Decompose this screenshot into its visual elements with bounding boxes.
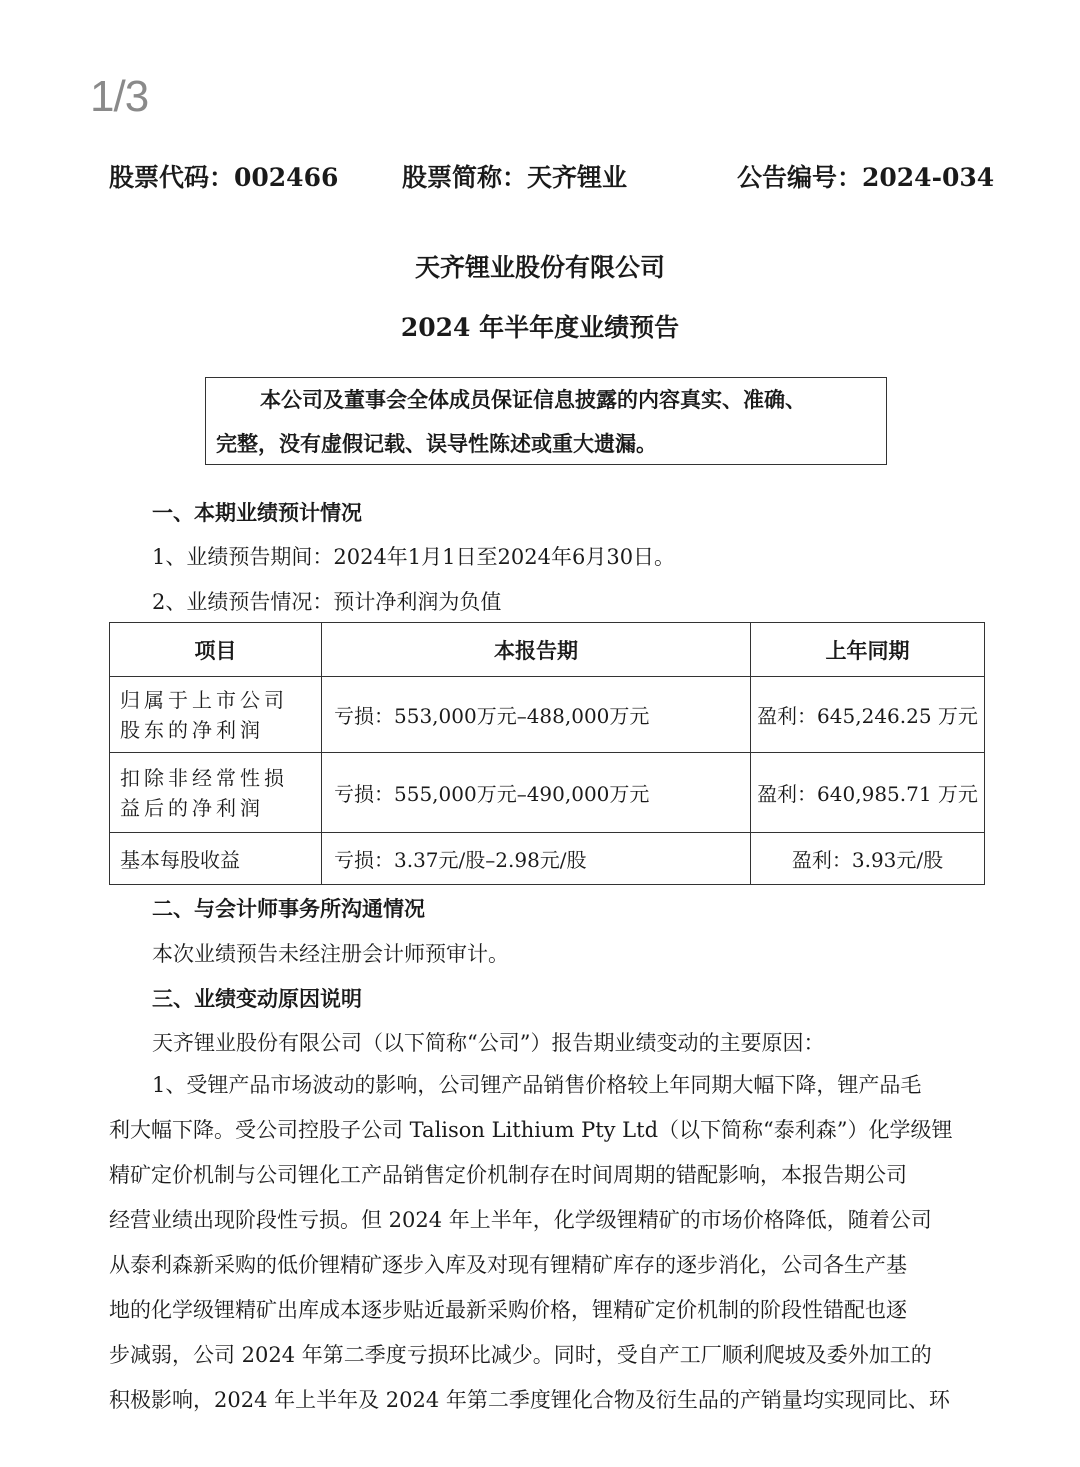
paragraph-line: 从泰利森新采购的低价锂精矿逐步入库及对现有锂精矿库存的逐步消化，公司各生产基 [109,1253,907,1277]
header-current-period: 本报告期 [322,623,751,677]
row-item-line-1: 归属于上市公司 [120,687,288,712]
row-prior: 盈利：645,246.25 万元 [751,677,985,753]
table-row [110,677,985,753]
paragraph-line: 地的化学级锂精矿出库成本逐步贴近最新采购价格，锂精矿定价机制的阶段性错配也逐 [109,1298,907,1322]
disclaimer-line-1: 本公司及董事会全体成员保证信息披露的内容真实、准确、 [260,387,806,412]
row-current: 亏损：553,000万元–488,000万元 [322,677,751,753]
paragraph-line: 精矿定价机制与公司锂化工产品销售定价机制存在时间周期的错配影响，本报告期公司 [109,1163,907,1187]
row-item-line-2: 股东的净利润 [120,717,264,742]
announcement-header [0,158,1080,198]
report-title: 2024 年半年度业绩预告 [400,313,680,342]
table-row [110,753,985,833]
section-3-heading: 三、业绩变动原因说明 [152,986,362,1011]
stock-abbreviation: 股票简称：天齐锂业 [402,163,628,192]
row-prior: 盈利：640,985.71 万元 [751,753,985,833]
row-item: 基本每股收益 [110,833,322,885]
row-item [110,677,322,753]
disclaimer-box [205,377,887,465]
forecast-status: 2、业绩预告情况：预计净利润为负值 [152,590,502,614]
row-item-line-2: 益后的净利润 [120,795,264,820]
row-current: 亏损：3.37元/股–2.98元/股 [322,833,751,885]
row-item-line-1: 扣除非经常性损 [120,765,288,790]
performance-table [109,622,985,885]
section-2-text: 本次业绩预告未经注册会计师预审计。 [152,942,509,966]
table-header-row [110,623,985,677]
section-3-intro: 天齐锂业股份有限公司（以下简称“公司”）报告期业绩变动的主要原因： [152,1031,825,1055]
section-1-heading: 一、本期业绩预计情况 [152,500,362,525]
paragraph-line: 1、受锂产品市场波动的影响，公司锂产品销售价格较上年同期大幅下降，锂产品毛 [152,1073,922,1097]
company-name: 天齐锂业股份有限公司 [414,253,665,282]
row-item [110,753,322,833]
section-2-heading: 二、与会计师事务所沟通情况 [152,896,425,921]
table-row [110,833,985,885]
row-prior: 盈利：3.93元/股 [751,833,985,885]
paragraph-line: 经营业绩出现阶段性亏损。但 2024 年上半年，化学级锂精矿的市场价格降低，随着公司 [109,1208,932,1232]
header-prior-period: 上年同期 [751,623,985,677]
paragraph-line: 步减弱，公司 2024 年第二季度亏损环比减少。同时，受自产工厂顺利爬坡及委外加工的 [109,1343,932,1367]
paragraph-line: 利大幅下降。受公司控股子公司 Talison Lithium Pty Ltd（以下简称“泰利森”）化学级锂 [109,1118,953,1142]
page-indicator: 1/3 [90,72,149,121]
reason-paragraph [109,1063,985,1423]
header-item: 项目 [110,623,322,677]
forecast-period: 1、业绩预告期间：2024年1月1日至2024年6月30日。 [152,545,676,569]
row-current: 亏损：555,000万元–490,000万元 [322,753,751,833]
stock-code: 股票代码：002466 [109,163,339,192]
paragraph-line: 积极影响，2024 年上半年及 2024 年第二季度锂化合物及衍生品的产销量均实现同比、环 [109,1388,950,1412]
disclaimer-line-2: 完整，没有虚假记载、误导性陈述或重大遗漏。 [216,431,657,456]
notice-number: 公告编号：2024-034 [737,163,995,192]
